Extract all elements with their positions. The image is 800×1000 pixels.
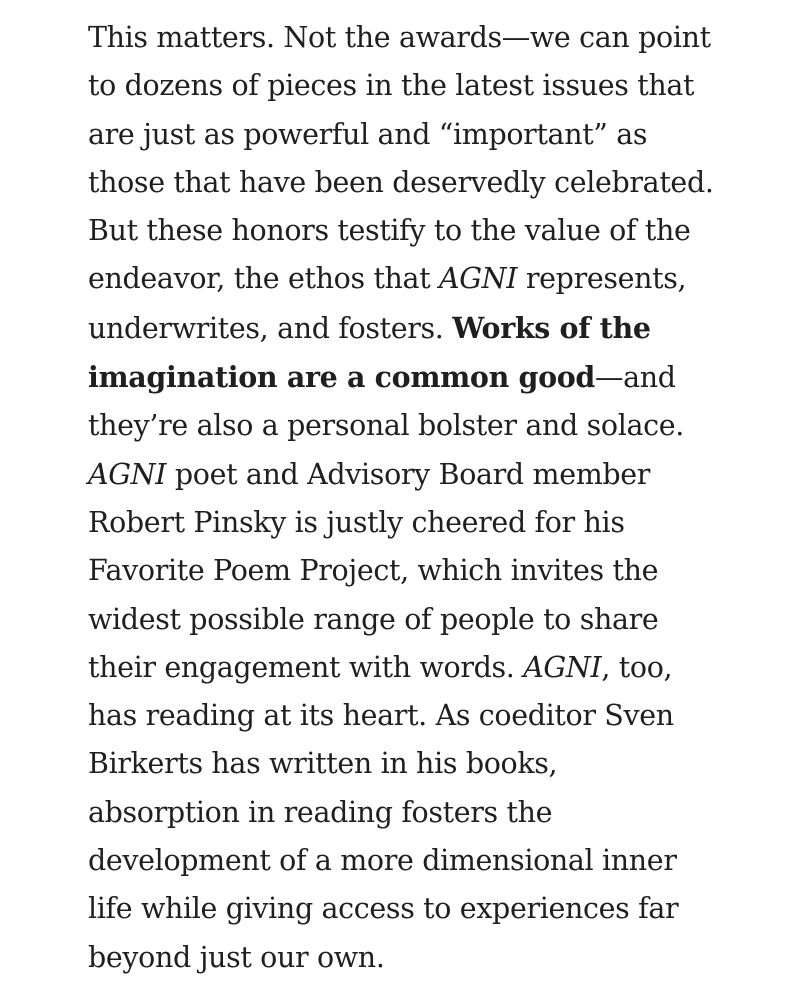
text-line (88, 62, 728, 110)
text-segment: endeavor, the ethos that (88, 262, 440, 296)
text-segment: has reading at its heart. As coeditor Sven (88, 699, 674, 733)
text-line (88, 353, 728, 402)
text-line (88, 304, 728, 353)
text-segment: to dozens of pieces in the latest issues that (88, 69, 695, 103)
text-line (88, 14, 728, 62)
text-segment: This matters. Not the awards—we can point (88, 21, 711, 54)
text-line (88, 837, 728, 885)
text-line (88, 596, 728, 644)
italic-text: AGNI (88, 457, 167, 491)
text-line (88, 499, 728, 547)
text-segment: , too, (601, 650, 673, 684)
text-line (88, 885, 728, 933)
text-line (88, 934, 728, 982)
text-segment: But these honors testify to the value of the (88, 214, 691, 248)
text-line (88, 692, 728, 740)
text-segment: represents, (517, 262, 687, 296)
text-line (88, 547, 728, 595)
text-segment: Birkerts has written in his books, (88, 747, 558, 781)
bold-text: Works of the (452, 310, 651, 345)
text-segment: Robert Pinsky is justly cheered for his (88, 505, 625, 539)
text-segment: development of a more dimensional inner (88, 844, 677, 878)
text-line (88, 111, 728, 159)
text-line (88, 451, 728, 499)
text-line (88, 207, 728, 255)
text-line (88, 159, 728, 207)
text-segment: Favorite Poem Project, which invites the (88, 554, 659, 588)
text-segment: their engagement with words. (88, 650, 524, 684)
text-segment: are just as powerful and “important” as (88, 117, 648, 151)
text-line (88, 255, 728, 303)
text-segment: life while giving access to experiences far (88, 892, 679, 926)
text-segment: they’re also a personal bolster and solace. (88, 409, 684, 443)
bold-text: imagination are a common good (88, 360, 596, 395)
italic-text: AGNI (523, 650, 602, 684)
text-segment: beyond just our own. (88, 940, 385, 974)
text-line (88, 402, 728, 450)
text-segment: absorption in reading fosters the (88, 795, 553, 829)
text-line (88, 644, 728, 692)
text-segment: poet and Advisory Board member (166, 457, 651, 491)
text-segment: widest possible range of people to share (88, 602, 659, 636)
text-line (88, 789, 728, 837)
italic-text: AGNI (439, 262, 518, 296)
text-segment: —and (595, 361, 676, 395)
text-line (88, 740, 728, 788)
article-paragraph (88, 14, 728, 982)
text-segment: underwrites, and fosters. (88, 311, 453, 345)
text-segment: those that have been deservedly celebrated. (88, 165, 714, 199)
